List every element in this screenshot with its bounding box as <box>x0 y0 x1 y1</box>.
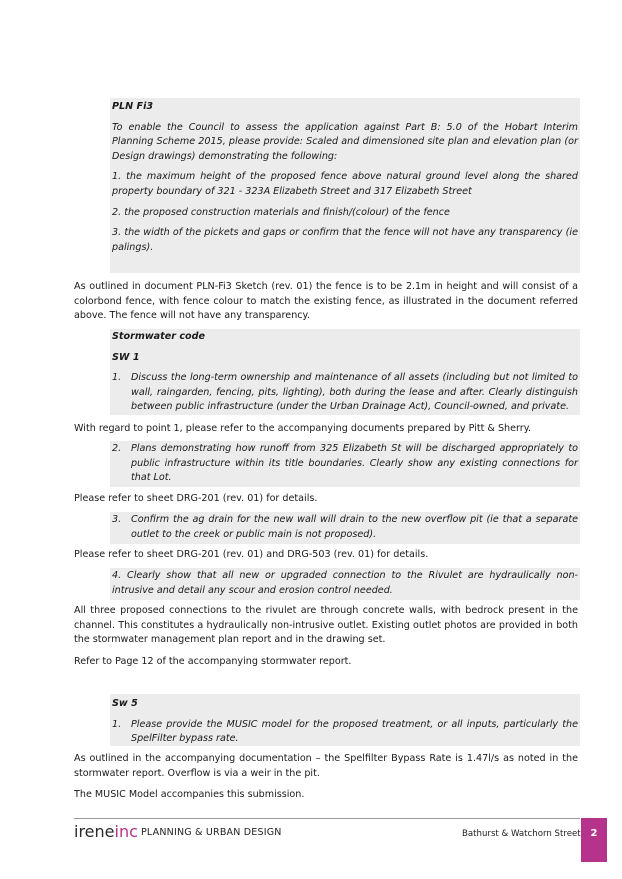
sw1-item-1 <box>112 371 578 415</box>
response-fence: As outlined in document PLN-Fi3 Sketch (rev. 01) the fence is to be 2.1m in height and will consist of a colorbond fence, with fence colour to match the existing fence, as illustrated in the document referred above. The fence will not have any transparency. <box>74 281 578 322</box>
response-drg-201-503: Please refer to sheet DRG-201 (rev. 01) and DRG-503 (rev. 01) for details. <box>74 549 429 560</box>
stormwater-code-heading: Stormwater code <box>112 331 205 342</box>
sw1-heading: SW 1 <box>112 351 140 363</box>
sw1-item-3-text: Confirm the ag drain for the new wall will drain to the new overflow pit (ie that a separate outlet to the creek or public main is not proposed). <box>131 514 578 540</box>
response-rivulet: All three proposed connections to the rivulet are through concrete walls, with bedrock present in the channel. This constitutes a hydraulically non-intrusive outlet. Existing outlet photos are provided in both the stormwater management plan report and in the drawing set. <box>74 605 578 646</box>
response-music-model: The MUSIC Model accompanies this submission. <box>74 789 305 800</box>
footer-divider <box>74 818 580 819</box>
logo-irene: irene <box>74 822 115 841</box>
sw1-item-3-number: 3. <box>112 514 122 525</box>
sw5-box <box>110 694 580 746</box>
sw1-item-1-text: Discuss the long-term ownership and maintenance of all assets (including but not limited to wall, raingarden, fencing, pits, lighting), both during the lease and after. Clearly distinguish between public infrastructure (under the Urban Drainage Act), Council-owned, and private. <box>131 372 578 413</box>
pln-fi3-item-2: 2. the proposed construction materials and finish/(colour) of the fence <box>112 206 450 218</box>
response-page-12: Refer to Page 12 of the accompanying stormwater report. <box>74 656 352 667</box>
project-name: Bathurst & Watchorn Street <box>462 829 581 839</box>
sw5-heading: Sw 5 <box>112 698 138 709</box>
pln-fi3-box <box>110 98 580 273</box>
response-spelfilter: As outlined in the accompanying documentation – the Spelfilter Bypass Rate is 1.47l/s as noted in the stormwater report. Overflow is via a weir in the pit. <box>74 753 578 779</box>
sw1-item-3 <box>112 513 578 542</box>
sw5-item-1-text: Please provide the MUSIC model for the proposed treatment, or all inputs, particularly the SpelFilter bypass rate. <box>131 718 578 745</box>
sw5-item-1 <box>112 718 578 747</box>
response-point-1: With regard to point 1, please refer to the accompanying documents prepared by Pitt & Sherry. <box>74 423 532 434</box>
stormwater-box <box>110 329 580 415</box>
pln-fi3-item-3: 3. the width of the pickets and gaps or confirm that the fence will not have any transparency (ie palings). <box>112 227 578 253</box>
pln-fi3-intro: To enable the Council to assess the application against Part B: 5.0 of the Hobart Interim Planning Scheme 2015, please provide: Scaled and dimensioned site plan and elevation plan (or Design drawings) demonstrating the following: <box>112 121 578 162</box>
sw1-item-3-box <box>110 512 580 544</box>
page-number: 2 <box>581 818 607 862</box>
sw1-item-1-number: 1. <box>112 372 122 384</box>
sw5-item-1-number: 1. <box>112 718 122 730</box>
sw1-item-2-number: 2. <box>112 443 122 454</box>
logo-inc: inc <box>114 822 138 841</box>
response-drg-201: Please refer to sheet DRG-201 (rev. 01) for details. <box>74 493 318 504</box>
sw1-item-2 <box>112 442 578 486</box>
pln-fi3-heading: PLN Fi3 <box>112 101 154 112</box>
sw1-item-2-box <box>110 441 580 487</box>
sw1-item-4-box <box>110 568 580 600</box>
pln-fi3-item-1: 1. the maximum height of the proposed fence above natural ground level along the shared property boundary of 321 - 323A Elizabeth Street and 317 Elizabeth Street <box>112 171 578 197</box>
company-tagline: PLANNING & URBAN DESIGN <box>141 827 282 838</box>
sw1-item-2-text: Plans demonstrating how runoff from 325 Elizabeth St will be discharged appropriately to public infrastructure within its title boundaries. Clearly show any existing connections for that Lot. <box>131 443 578 484</box>
company-logo <box>74 822 138 842</box>
sw1-item-4-text: 4. Clearly show that all new or upgraded connection to the Rivulet are hydraulically non-intrusive and detail any scour and erosion control needed. <box>112 570 578 596</box>
